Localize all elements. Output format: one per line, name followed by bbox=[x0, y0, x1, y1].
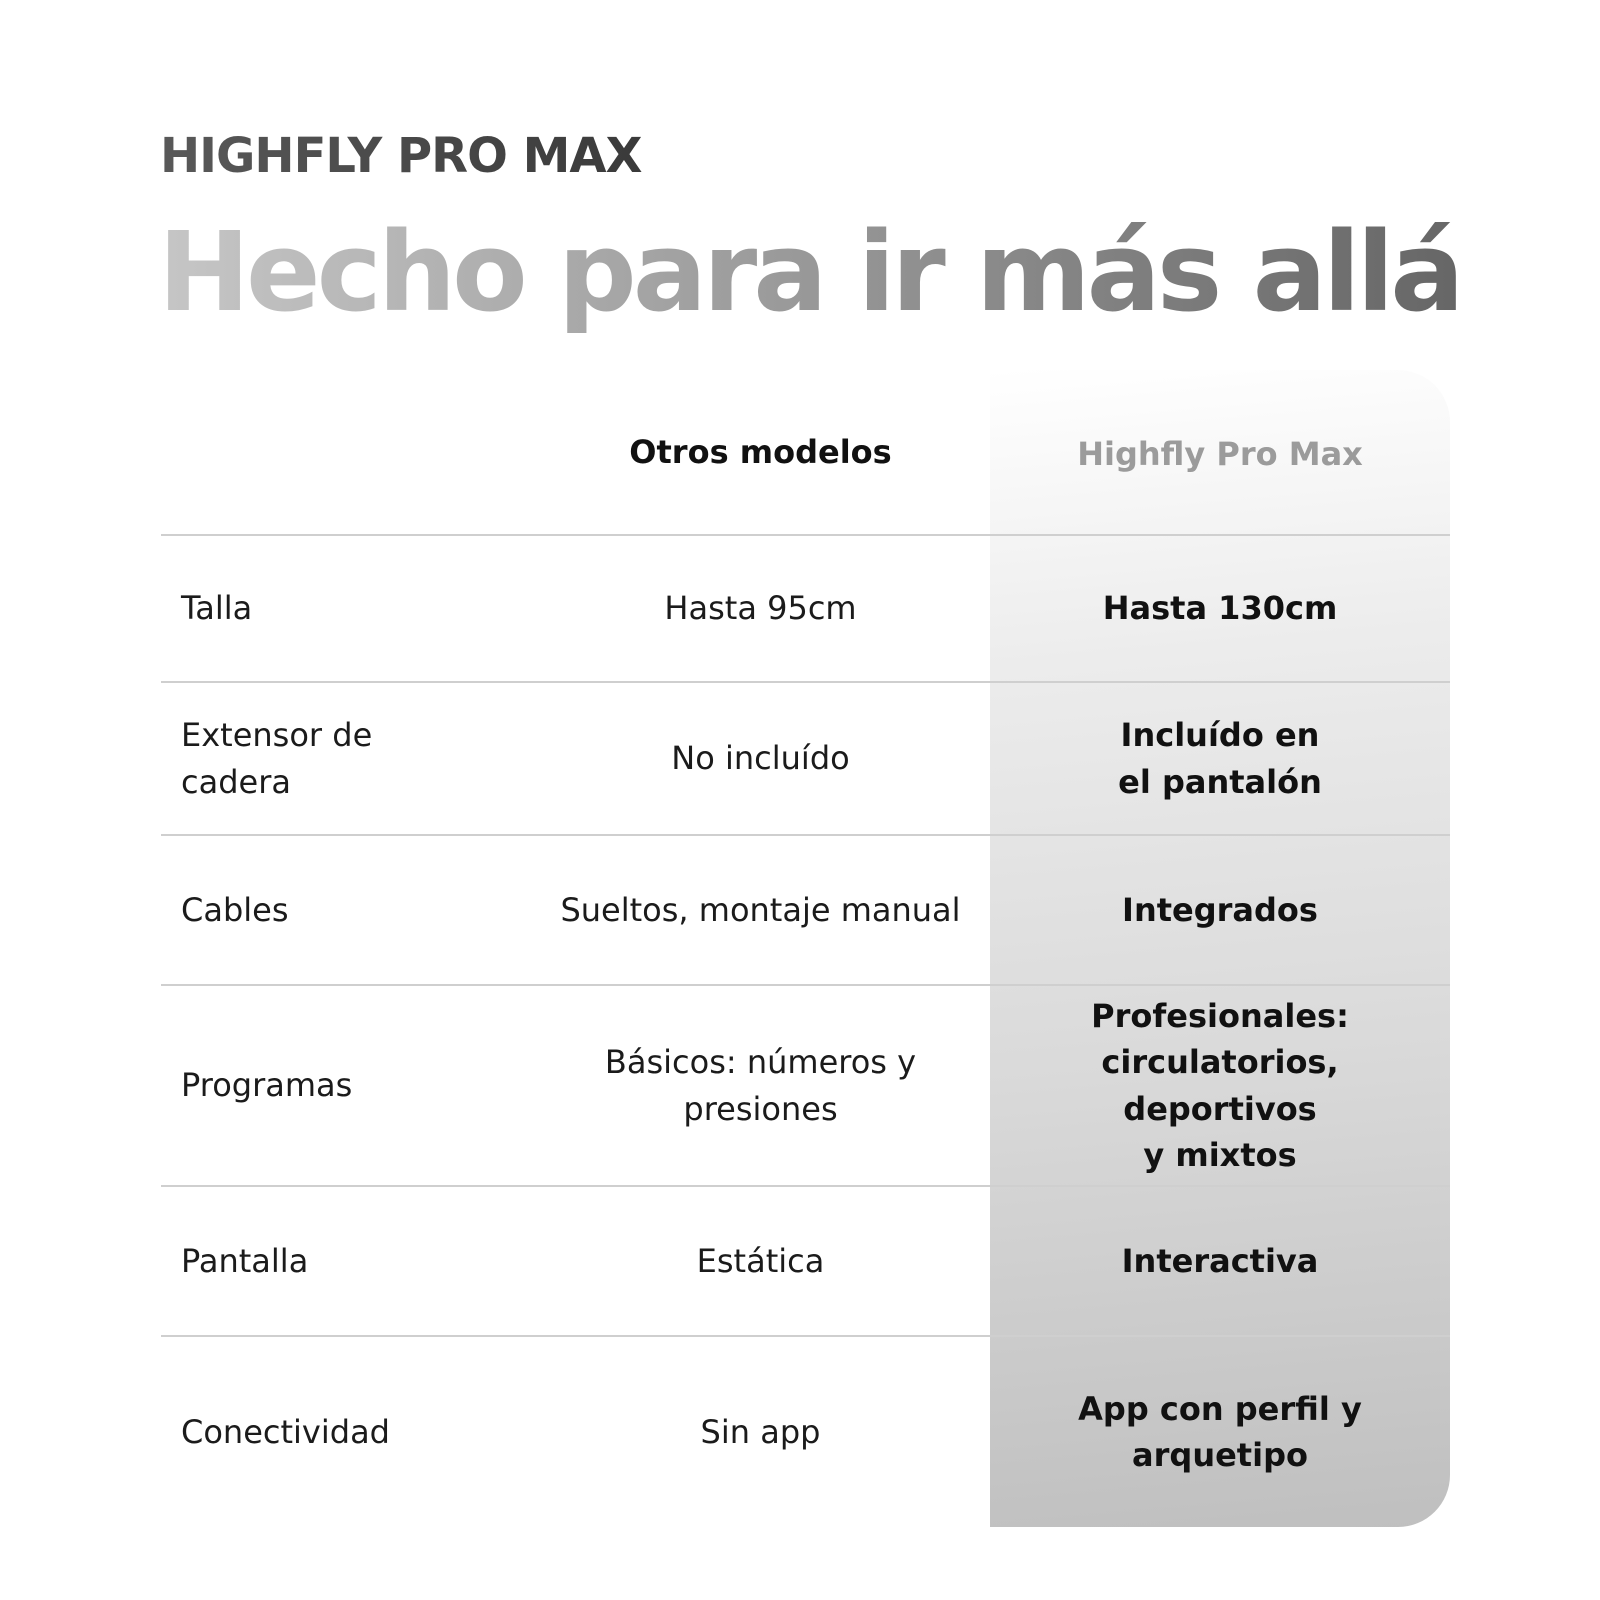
other-value: Sueltos, montaje manual bbox=[560, 890, 961, 929]
table-row-talla bbox=[161, 536, 1450, 683]
table-row-conectividad bbox=[161, 1337, 1450, 1527]
feature-label: Programas bbox=[181, 1066, 353, 1105]
ours-value: Hasta 130cm bbox=[1102, 589, 1338, 628]
table-row-programas bbox=[161, 986, 1450, 1187]
ours-value: Profesionales: circulatorios, deportivos y mixtos bbox=[1091, 996, 1349, 1174]
ours-value: App con perfil y arquetipo bbox=[1078, 1389, 1362, 1474]
other-value: No incluído bbox=[671, 739, 850, 778]
other-value: Básicos: números y presiones bbox=[604, 1043, 917, 1128]
feature-label: Extensor de cadera bbox=[181, 716, 373, 801]
brand-eyebrow: HIGHFLY PRO MAX bbox=[160, 128, 642, 184]
table-row-pantalla bbox=[161, 1187, 1450, 1337]
header-highfly-pro-max: Highfly Pro Max bbox=[1077, 434, 1363, 473]
other-value: Hasta 95cm bbox=[664, 589, 857, 628]
ours-value: Interactiva bbox=[1121, 1241, 1319, 1280]
other-value: Estática bbox=[696, 1241, 825, 1280]
other-value: Sin app bbox=[700, 1412, 821, 1451]
feature-label: Talla bbox=[181, 589, 253, 628]
feature-label: Pantalla bbox=[181, 1241, 309, 1280]
page-headline: Hecho para ir más allá bbox=[158, 208, 1461, 336]
header-other-models: Otros modelos bbox=[629, 432, 892, 471]
ours-value: Incluído en el pantalón bbox=[1118, 716, 1322, 801]
feature-label: Cables bbox=[181, 890, 289, 929]
comparison-table bbox=[161, 370, 1450, 1527]
table-row-extensor bbox=[161, 683, 1450, 836]
feature-label: Conectividad bbox=[181, 1412, 390, 1451]
ours-value: Integrados bbox=[1122, 890, 1318, 929]
table-row-cables bbox=[161, 836, 1450, 986]
table-header-row bbox=[161, 370, 1450, 536]
